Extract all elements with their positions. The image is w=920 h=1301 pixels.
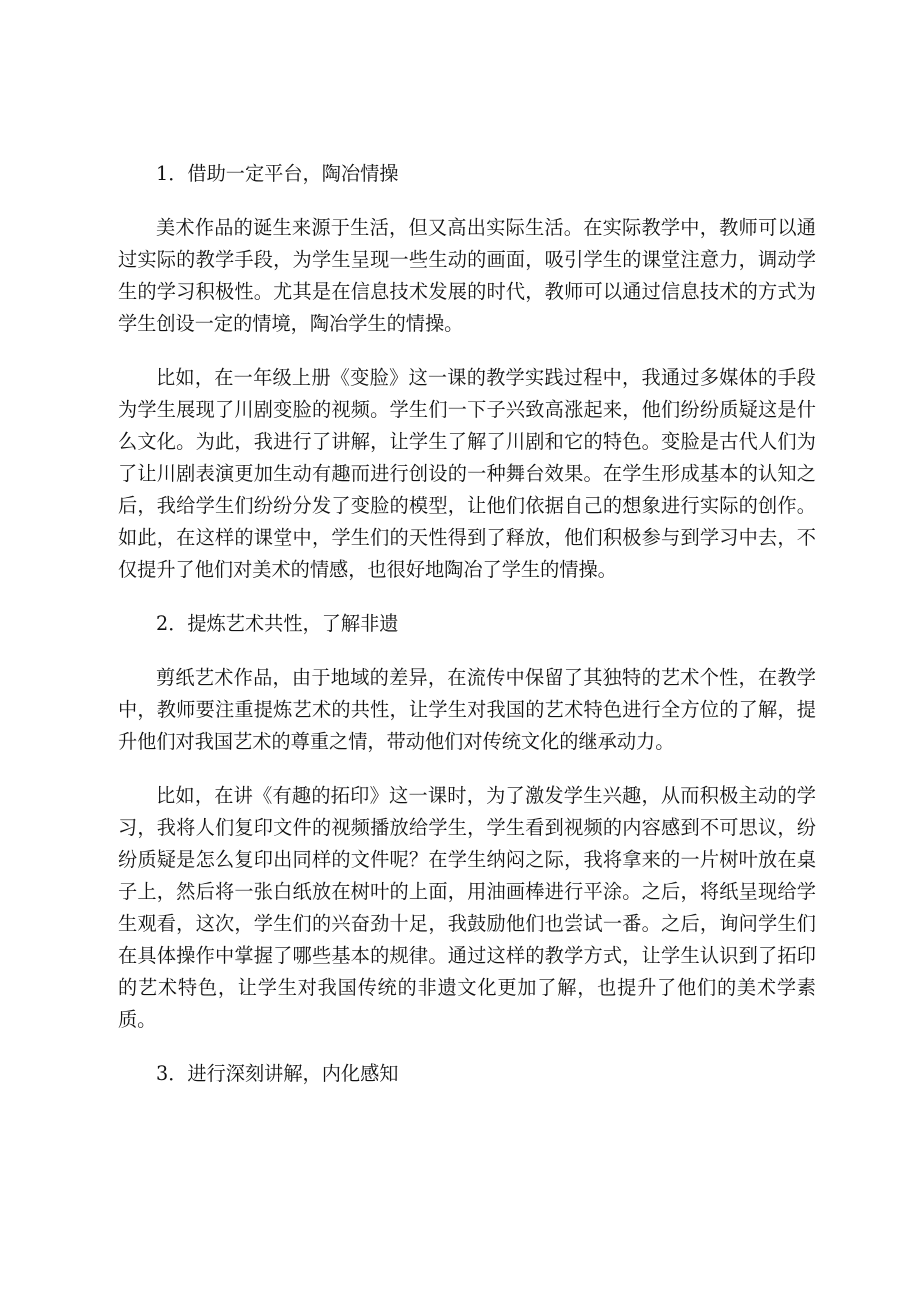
- section-heading-2: 2．提炼艺术共性，了解非遗: [156, 612, 399, 635]
- paragraph: 美术作品的诞生来源于生活，但又高出实际生活。在实际教学中，教师可以通过实际的教学手段，为学生呈现一些生动的画面，吸引学生的课堂注意力，调动学生的学习积极性。尤其是在信息技术发展的时代，教师可以通过信息技术的方式为学生创设一定的情境，陶冶学生的情操。: [118, 216, 816, 335]
- section-heading-1: 1．借助一定平台，陶冶情操: [156, 162, 399, 185]
- section-heading-3: 3．进行深刻讲解，内化感知: [156, 1062, 399, 1085]
- paragraph: 比如，在一年级上册《变脸》这一课的教学实践过程中，我通过多媒体的手段为学生展现了川剧变脸的视频。学生们一下子兴致高涨起来，他们纷纷质疑这是什么文化。为此，我进行了讲解，让学生了解了川剧和它的特色。变脸是古代人们为了让川剧表演更加生动有趣而进行创设的一种舞台效果。在学生形成基本的认知之后，我给学生们纷纷分发了变脸的模型，让他们依据自己的想象进行实际的创作。如此，在这样的课堂中，学生们的天性得到了释放，他们积极参与到学习中去，不仅提升了他们对美术的情感，也很好地陶冶了学生的情操。: [118, 366, 816, 581]
- paragraph: 比如，在讲《有趣的拓印》这一课时，为了激发学生兴趣，从而积极主动的学习，我将人们复印文件的视频播放给学生，学生看到视频的内容感到不可思议，纷纷质疑是怎么复印出同样的文件呢？在学生纳闷之际，我将拿来的一片树叶放在桌子上，然后将一张白纸放在树叶的上面，用油画棒进行平涂。之后，将纸呈现给学生观看，这次，学生们的兴奋劲十足，我鼓励他们也尝试一番。之后，询问学生们在具体操作中掌握了哪些基本的规律。通过这样的教学方式，让学生认识到了拓印的艺术特色，让学生对我国传统的非遗文化更加了解，也提升了他们的美术学素质。: [118, 784, 816, 1031]
- paragraph: 剪纸艺术作品，由于地域的差异，在流传中保留了其独特的艺术个性，在教学中，教师要注重提炼艺术的共性，让学生对我国的艺术特色进行全方位的了解，提升他们对我国艺术的尊重之情，带动他们对传统文化的继承动力。: [118, 666, 816, 753]
- document-body: [118, 158, 816, 1090]
